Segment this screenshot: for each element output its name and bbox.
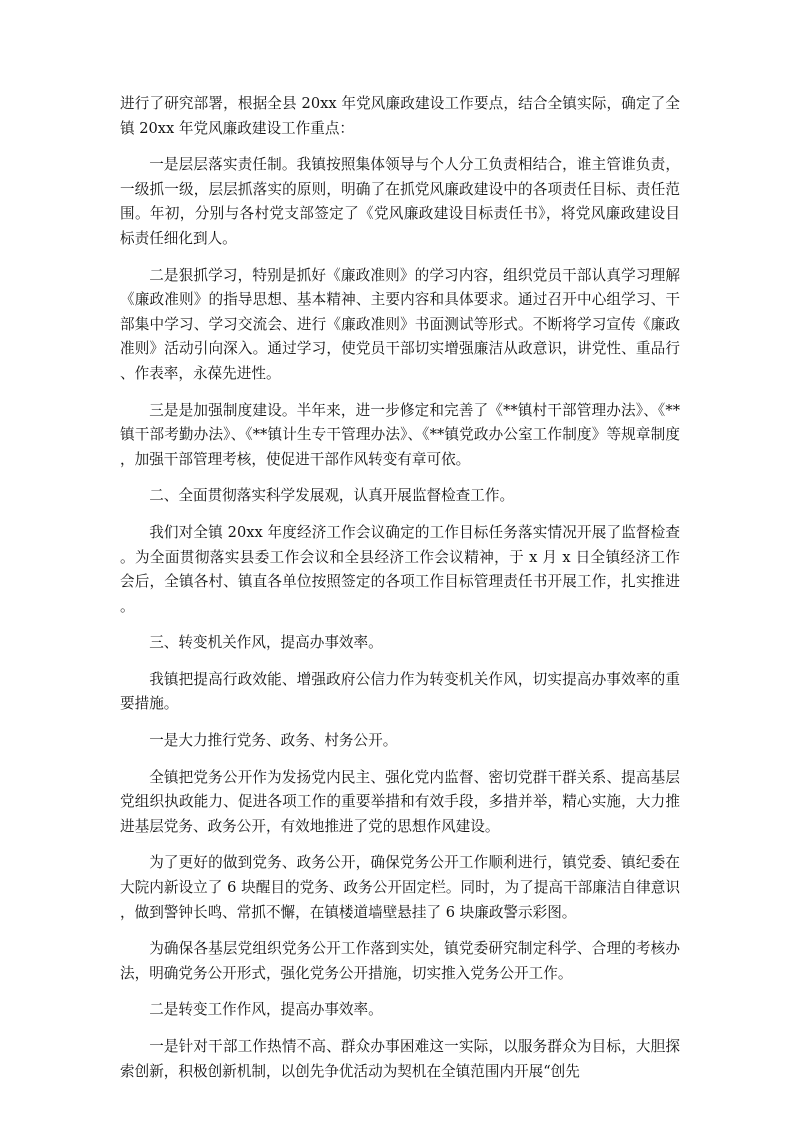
paragraph-notice-boards: 为了更好的做到党务、政务公开，确保党务公开工作顺利进行，镇党委、镇纪委在大院内新设立了 6 块醒目的党务、政务公开固定栏。同时，为了提高干部廉洁自律意识，做到警钟长鸣、常抓不懈，在镇楼道墙壁悬挂了 6 块廉政警示彩图。: [120, 854, 680, 921]
paragraph-responsibility: 一是层层落实责任制。我镇按照集体领导与个人分工负责相结合，谁主管谁负责，一级抓一级，层层抓落实的原则，明确了在抓党风廉政建设中的各项责任目标、责任范围。年初，分别与各村党支部签定了《党风廉政建设目标责任书》，将党风廉政建设目标责任细化到人。: [120, 156, 680, 247]
paragraph-efficiency: 我镇把提高行政效能、增强政府公信力作为转变机关作风，切实提高办事效率的重要措施。: [120, 670, 680, 713]
section-heading-work-style: 三、转变机关作风，提高办事效率。: [149, 634, 383, 652]
paragraph-innovation: 一是针对干部工作热情不高、群众办事困难这一实际，以服务群众为目标，大胆探索创新，积极创新机制，以创先争优活动为契机在全镇范围内开展“创先: [120, 1038, 680, 1080]
paragraph-intro: 进行了研究部署，根据全县 20xx 年党风廉政建设工作要点，结合全镇实际，确定了全镇 20xx 年党风廉政建设工作重点：: [120, 95, 680, 137]
subheading-work-style: 二是转变工作作风，提高办事效率。: [149, 1001, 383, 1019]
section-heading-supervision: 二、全面贯彻落实科学发展观，认真开展监督检查工作。: [149, 487, 515, 505]
subheading-openness: 一是大力推行党务、政务、村务公开。: [149, 732, 398, 750]
paragraph-study: 二是狠抓学习，特别是抓好《廉政准则》的学习内容，组织党员干部认真学习理解《廉政准则》的指导思想、基本精神、主要内容和具体要求。通过召开中心组学习、干部集中学习、学习交流会、进行《廉政准则》书面测试等形式。不断将学习宣传《廉政准则》活动引向深入。通过学习，使党员干部切实增强廉洁从政意识，讲党性、重品行、作表率，永葆先进性。: [120, 266, 680, 382]
paragraph-assessment: 为确保各基层党组织党务公开工作落到实处，镇党委研究制定科学、合理的考核办法，明确党务公开形式，强化党务公开措施，切实推入党务公开工作。: [120, 940, 680, 982]
paragraph-system-building: 三是是加强制度建设。半年来，进一步修定和完善了《**镇村干部管理办法》、《**镇干部考勤办法》、《**镇计生专干管理办法》、《**镇党政办公室工作制度》等规章制度，加强干部管理考核，使促进干部作风转变有章可依。: [120, 401, 680, 468]
paragraph-supervision: 我们对全镇 20xx 年度经济工作会议确定的工作目标任务落实情况开展了监督检查。为全面贯彻落实县委工作会议和全县经济工作会议精神，于 x 月 x 日全镇经济工作会后，全镇各村、镇直各单位按照签定的各项工作目标管理责任书开展工作，扎实推进。: [120, 523, 680, 615]
document-page: [120, 92, 680, 1096]
paragraph-party-affairs: 全镇把党务公开作为发扬党内民主、强化党内监督、密切党群干群关系、提高基层党组织执政能力、促进各项工作的重要举措和有效手段，多措并举，精心实施，大力推进基层党务、政务公开，有效地推进了党的思想作风建设。: [120, 768, 680, 835]
